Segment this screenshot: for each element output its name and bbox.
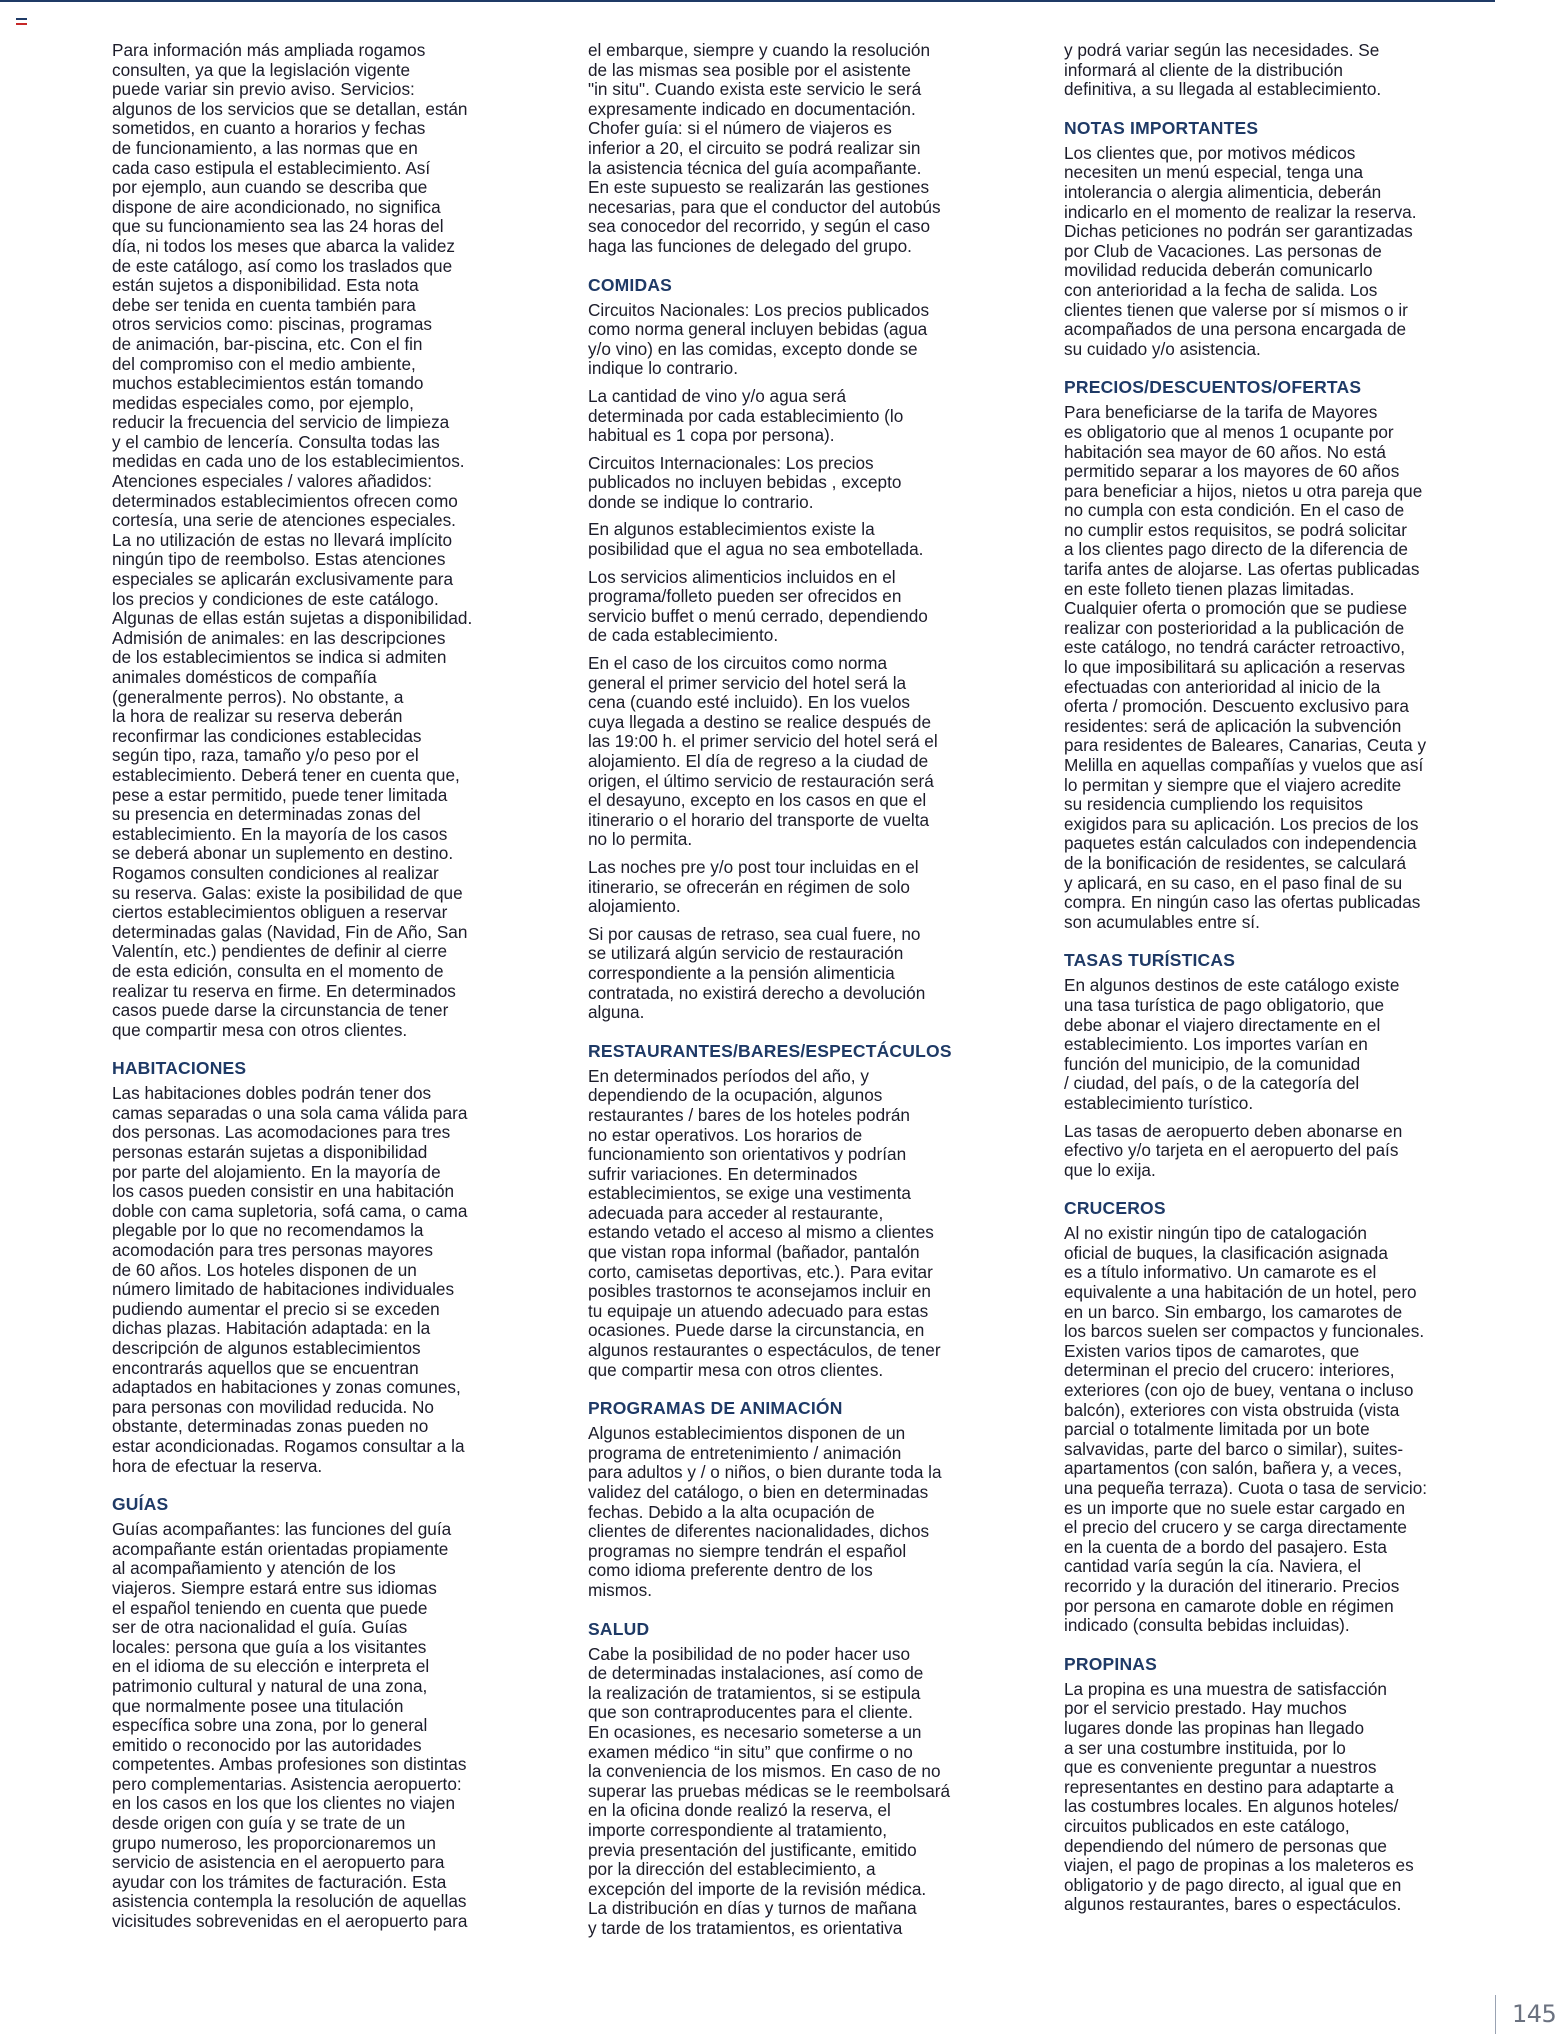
text-columns bbox=[0, 41, 1550, 1961]
section-heading: COMIDAS bbox=[588, 274, 673, 295]
section-heading: TASAS TURÍSTICAS bbox=[1064, 950, 1236, 971]
flag-icon bbox=[16, 18, 27, 25]
paragraph: Las habitaciones dobles podrán tener dos camas separadas o una sola cama válida para dos personas. Las acomodaciones para tres personas estarán sujetas a disponibilidad por parte del alojamiento. En la mayoría de los casos pueden consistir en una habitación doble con cama supletoria, sofá cama, o cama plegable por lo que no recomendamos la acomodación para tres personas mayores de 60 años. Los hoteles disponen de un número limitado de habitaciones individuales pudiendo aumentar el precio si se exceden dichas plazas. Habitación adaptada: en la descripción de algunos establecimientos encontrarás aquellos que se encuentran adaptados en habitaciones y zonas comunes, para personas con movilidad reducida. No obstante, determinadas zonas pueden no estar acondicionadas. Rogamos consultar a la hora de efectuar la reserva. bbox=[112, 1083, 468, 1476]
paragraph: La propina es una muestra de satisfacción por el servicio prestado. Hay muchos lugares donde las propinas han llegado a ser una costumbre instituida, por lo que es conveniente preguntar a nuestros representantes en destino para adaptarte a las costumbres locales. En algunos hoteles/ circuitos publicados en este catálogo, dependiendo del número de personas que viajen, el pago de propinas a los maleteros es obligatorio y de pago directo, al igual que en algunos restaurantes, bares o espectáculos. bbox=[1064, 1678, 1414, 1915]
paragraph: En algunos establecimientos existe la posibilidad que el agua no sea embotellada. bbox=[588, 519, 924, 560]
paragraph: Circuitos Internacionales: Los precios publicados no incluyen bebidas , excepto donde se indique lo contrario. bbox=[588, 452, 902, 512]
paragraph: Al no existir ningún tipo de catalogación oficial de buques, la clasificación asignada es a título informativo. Un camarote es el equivalente a una habitación de un hotel, pero en un barco. Sin embargo, los camarotes de los barcos suelen ser compactos y funcionales. Existen varios tipos de camarotes, que determinan el precio del crucero: interiores, exteriores (con ojo de buey, ventana o incluso balcón), exteriores con vista obstruida (vista parcial o totalmente limitada por un bote salvavidas, parte del barco o similar), suites- apartamentos (con salón, bañera y, a veces, una pequeña terraza). Cuota o tasa de servicio: es un importe que no suele estar cargado en el precio del crucero y se carga directamente en la cuenta de a bordo del pasajero. Esta cantidad varía según la cía. Naviera, el recorrido y la duración del itinerario. Precios por persona en camarote doble en régimen indicado (consulta bebidas incluidas). bbox=[1064, 1223, 1428, 1636]
paragraph: Para información más ampliada rogamos consulten, ya que la legislación vigente puede variar sin previo aviso. Servicios: algunos de los servicios que se detallan, están sometidos, en cuanto a horarios y fechas de funcionamiento, a las normas que en cada caso estipula el establecimiento. Así por ejemplo, aun cuando se describa que dispone de aire acondicionado, no significa que su funcionamiento sea las 24 horas del día, ni todos los meses que abarca la validez de este catálogo, así como los traslados que están sujetos a disponibilidad. Esta nota debe ser tenida en cuenta también para otros servicios como: piscinas, programas de animación, bar-piscina, etc. Con el fin del compromiso con el medio ambiente, muchos establecimientos están tomando medidas especiales como, por ejemplo, reducir la frecuencia del servicio de limpieza y el cambio de lencería. Consulta todas las medidas en cada uno de los establecimientos. Atenciones especiales / valores añadidos: determinados establecimientos ofrecen como cortesía, una serie de atenciones especiales. La no utilización de estas no llevará implícito ningún tipo de reembolso. Estas atenciones especiales se aplicarán exclusivamente para los precios y condiciones de este catálogo. Algunas de ellas están sujetas a disponibilidad. Admisión de animales: en las descripciones de los establecimientos se indica si admiten animales domésticos de compañía (generalmente perros). No obstante, a la hora de realizar su reserva deberán reconfirmar las condiciones establecidas según tipo, raza, tamaño y/o peso por el establecimiento. Deberá tener en cuenta que, pese a estar permitido, puede tener limitada su presencia en determinadas zonas del establecimiento. En la mayoría de los casos se deberá abonar un suplemento en destino. Rogamos consulten condiciones al realizar su reserva. Galas: existe la posibilidad de que ciertos establecimientos obliguen a reservar determinadas galas (Navidad, Fin de Año, San Valentín, etc.) pendientes de definir al cierre de esta edición, consulta en el momento de realizar tu reserva en firme. En determinados casos puede darse la circunstancia de tener que compartir mesa con otros clientes. bbox=[112, 40, 473, 1040]
section-heading: RESTAURANTES/BARES/ESPECTÁCULOS bbox=[588, 1040, 952, 1061]
section-heading: PRECIOS/DESCUENTOS/OFERTAS bbox=[1064, 377, 1362, 398]
paragraph: Los clientes que, por motivos médicos necesiten un menú especial, tenga una intolerancia o alergia alimenticia, deberán indicarlo en el momento de realizar la reserva. Dichas peticiones no podrán ser garantizadas por Club de Vacaciones. Las personas de movilidad reducida deberán comunicarlo con anterioridad a la fecha de salida. Los clientes tienen que valerse por sí mismos o ir acompañados de una persona encargada de su cuidado y/o asistencia. bbox=[1064, 142, 1417, 359]
paragraph: Guías acompañantes: las funciones del guía acompañante están orientadas propiamente al acompañamiento y atención de los viajeros. Siempre estará entre sus idiomas el español teniendo en cuenta que puede ser de otra nacionalidad el guía. Guías locales: persona que guía a los visitantes en el idioma de su elección e interpreta el patrimonio cultural y natural de una zona, que normalmente posee una titulación específica sobre una zona, por lo general emitido o reconocido por las autoridades competentes. Ambas profesiones son distintas pero complementarias. Asistencia aeropuerto: en los casos en los que los clientes no viajen desde origen con guía y se trate de un grupo numeroso, les proporcionaremos un servicio de asistencia en el aeropuerto para ayudar con los trámites de facturación. Esta asistencia contempla la resolución de aquellas vicisitudes sobrevenidas en el aeropuerto para bbox=[112, 1519, 468, 1932]
section-heading: GUÍAS bbox=[112, 1494, 169, 1515]
section-heading: PROPINAS bbox=[1064, 1653, 1158, 1674]
section-heading: PROGRAMAS DE ANIMACIÓN bbox=[588, 1398, 843, 1419]
page-number: 145 bbox=[1512, 2000, 1556, 2028]
column-left bbox=[112, 41, 552, 1940]
paragraph: La cantidad de vino y/o agua será determinada por cada establecimiento (lo habitual es 1 copa por persona). bbox=[588, 385, 904, 446]
paragraph: Las tasas de aeropuerto deben abonarse en efectivo y/o tarjeta en el aeropuerto del país que lo exija. bbox=[1064, 1120, 1403, 1180]
paragraph: En el caso de los circuitos como norma general el primer servicio del hotel será la cena (cuando esté incluido). En los vuelos cuya llegada a destino se realice después de las 19:00 h. el primer servicio del hotel será el alojamiento. El día de regreso a la ciudad de origen, el último servicio de restauración será el desayuno, excepto en los casos en que el itinerario o el horario del transporte de vuelta no lo permita. bbox=[588, 653, 938, 850]
paragraph: Si por causas de retraso, sea cual fuere, no se utilizará algún servicio de restauración correspondiente a la pensión alimenticia contratada, no existirá derecho a devolución alguna. bbox=[588, 923, 926, 1023]
paragraph: En algunos destinos de este catálogo existe una tasa turística de pago obligatorio, que debe abonar el viajero directamente en el establecimiento. Los importes varían en función del municipio, de la comunidad / ciudad, del país, o de la categoría del establecimiento turístico. bbox=[1064, 975, 1400, 1113]
paragraph: Las noches pre y/o post tour incluidas en el itinerario, se ofrecerán en régimen de solo alojamiento. bbox=[588, 856, 919, 917]
section-heading: NOTAS IMPORTANTES bbox=[1064, 117, 1259, 138]
section-heading: SALUD bbox=[588, 1618, 650, 1639]
column-right bbox=[1064, 41, 1504, 1923]
paragraph: Algunos establecimientos disponen de un programa de entretenimiento / animación para adultos y / o niños, o bien durante toda la validez del catálogo, o bien en determinadas fechas. Debido a la alta ocupación de clientes de diferentes nacionalidades, dichos programas no siempre tendrán el español como idioma preferente dentro de los mismos. bbox=[588, 1423, 942, 1600]
paragraph: y podrá variar según las necesidades. Se informará al cliente de la distribución definitiva, a su llegada al establecimiento. bbox=[1064, 40, 1382, 100]
paragraph: Los servicios alimenticios incluidos en el programa/folleto pueden ser ofrecidos en servicio buffet o menú cerrado, dependiendo de cada establecimiento. bbox=[588, 566, 928, 646]
paragraph: En determinados períodos del año, y dependiendo de la ocupación, algunos restaurantes / bares de los hoteles podrán no estar operativos. Los horarios de funcionamiento son orientativos y podrían sufrir variaciones. En determinados establecimientos, se exige una vestimenta adecuada para acceder al restaurante, estando vetado el acceso al mismo a clientes que vistan ropa informal (bañador, pantalón corto, camisetas deportivas, etc.). Para evitar posibles trastornos te aconsejamos incluir en tu equipaje un atuendo adecuado para estas ocasiones. Puede darse la circunstancia, en algunos restaurantes o espectáculos, de tener que compartir mesa con otros clientes. bbox=[588, 1065, 941, 1380]
paragraph: Para beneficiarse de la tarifa de Mayores es obligatorio que al menos 1 ocupante por habitación sea mayor de 60 años. No está permitido separar a los mayores de 60 años para beneficiar a hijos, nietos u otra pareja que no cumpla con esta condición. En el caso de no cumplir estos requisitos, se podrá solicitar a los clientes pago directo de la diferencia de tarifa antes de alojarse. Las ofertas publicadas en este folleto tienen plazas limitadas. Cualquier oferta o promoción que se pudiese realizar con posterioridad a la publicación de este catálogo, no tendrá carácter retroactivo, lo que imposibilitará su aplicación a reservas efectuadas con anterioridad al inicio de la oferta / promoción. Descuento exclusivo para residentes: será de aplicación la subvención para residentes de Baleares, Canarias, Ceuta y Melilla en aquellas compañías y vuelos que así lo permitan y siempre que el viajero acredite su residencia cumpliendo los requisitos exigidos para su aplicación. Los precios de los paquetes están calculados con independencia de la bonificación de residentes, se calculará y aplicará, en su caso, en el paso final de su compra. En ningún caso las ofertas publicadas son acumulables entre sí. bbox=[1064, 402, 1427, 932]
top-rule bbox=[0, 0, 1495, 2]
paragraph: el embarque, siempre y cuando la resolución de las mismas sea posible por el asistente "in situ". Cuando exista este servicio le será expresamente indicado en documentación. Chofer guía: si el número de viajeros es inferior a 20, el circuito se podrá realizar sin la asistencia técnica del guía acompañante. En este supuesto se realizarán las gestiones necesarias, para que el conductor del autobús sea conocedor del recorrido, y según el caso haga las funciones de delegado del grupo. bbox=[588, 40, 941, 256]
paragraph: Circuitos Nacionales: Los precios publicados como norma general incluyen bebidas (agua y/o vino) en las comidas, excepto donde se indique lo contrario. bbox=[588, 299, 930, 379]
column-middle bbox=[588, 41, 1028, 1946]
page-number-divider bbox=[1495, 1995, 1496, 2034]
section-heading: HABITACIONES bbox=[112, 1058, 247, 1079]
paragraph: Cabe la posibilidad de no poder hacer uso de determinadas instalaciones, así como de la realización de tratamientos, si se estipula que son contraproducentes para el cliente. En ocasiones, es necesario someterse a un examen médico “in situ” que confirme o no la conveniencia de los mismos. En caso de no superar las pruebas médicas se le reembolsará en la oficina donde realizó la reserva, el importe correspondiente al tratamiento, previa presentación del justificante, emitido por la dirección del establecimiento, a excepción del importe de la revisión médica. La distribución en días y turnos de mañana y tarde de los tratamientos, es orientativa bbox=[588, 1643, 951, 1938]
section-heading: CRUCEROS bbox=[1064, 1198, 1166, 1219]
